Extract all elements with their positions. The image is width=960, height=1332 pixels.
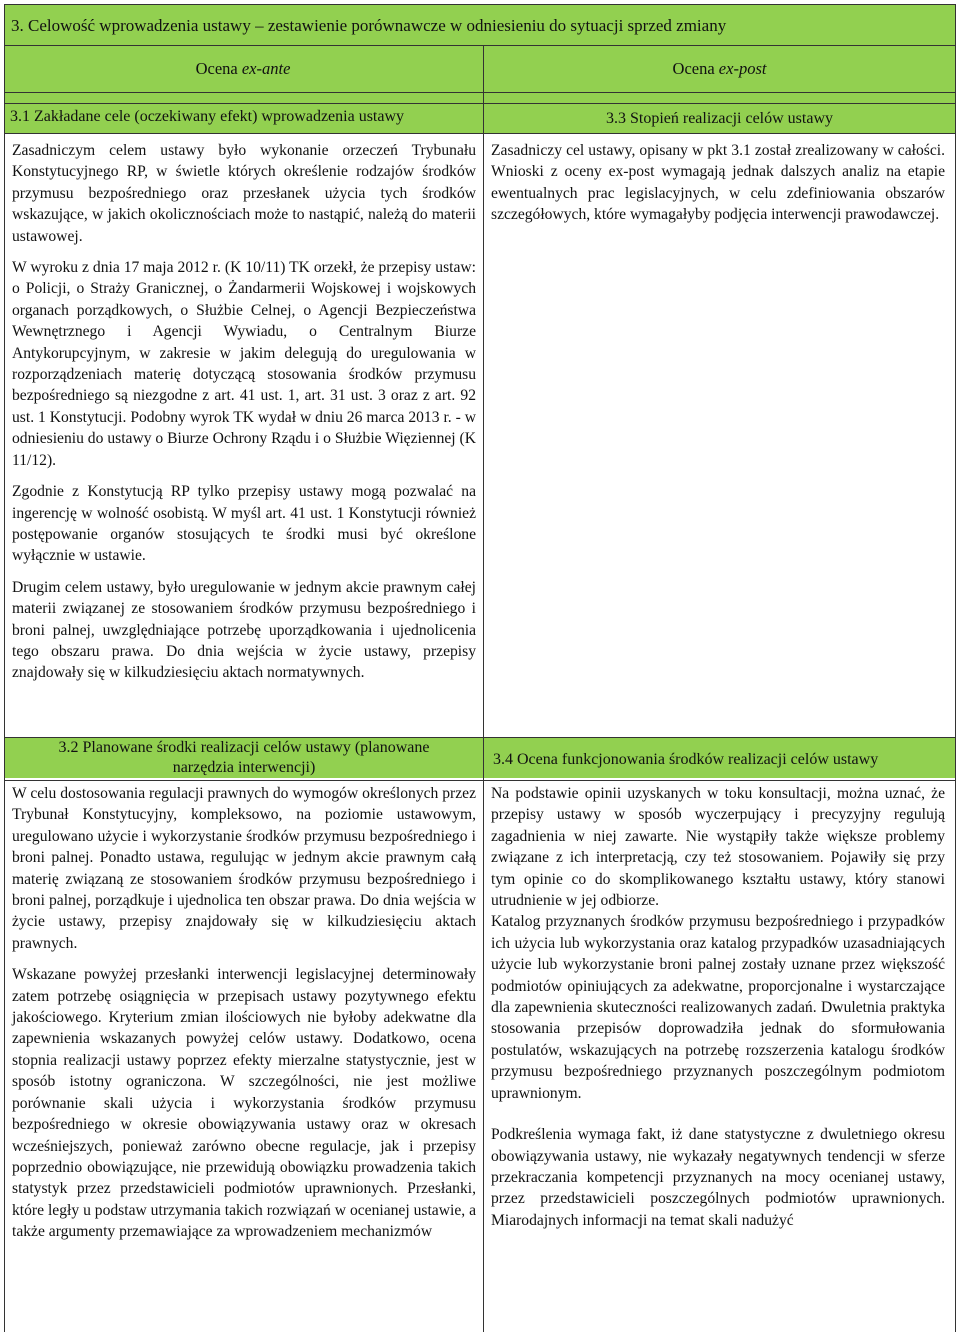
s31-paragraph: Drugim celem ustawy, było uregulowanie w jednym akcie prawnym całej materii związanej ze stosowaniem środków przymusu bezpośredniego i broni palnej, uwzględniające potrzebę uporządkowania i ujednolicenia tego obszaru prawa. Do dnia wejścia w życie ustawy, przepisy znajdowały się w kilkudziesięciu aktach normatywnych. (12, 578, 476, 682)
s31-paragraph: Zgodnie z Konstytucją RP tylko przepisy ustawy mogą pozwalać na ingerencję w wolność osobistą. W myśl art. 41 ust. 1 Konstytucji również postępowanie organów stosujących te środki musi być określone wyłącznie w ustawie. (12, 483, 476, 565)
ex-post-header (484, 58, 955, 80)
column-divider (483, 45, 484, 1332)
ex-ante-header (5, 58, 481, 80)
s32-paragraph: W celu dostosowania regulacji prawnych do wymogów określonych przez Trybunał Konstytucyjny, kompleksowo, na poziomie ustawowym, uregulowano użycie i wykorzystanie środków przymusu bezpośredniego i broni palnej. Ponadto ustawa, regulując w jednym akcie prawnym całą materię związaną ze stosowaniem środków przymusu bezpośredniego i broni palnej, porządkuje i ujednolica ten obszar prawa. Do dnia wejścia w życie ustawy, przepisy znajdowały się w kilkudziesięciu aktach prawnych. (12, 785, 476, 952)
rule-s31-bottom (4, 133, 956, 134)
ex-post-prefix: Ocena (672, 59, 719, 78)
s32-paragraph: Wskazane powyżej przesłanki interwencji legislacyjnej determinowały zatem potrzebę osiągnięcia w przepisach ustawy pozytywnego efektu jakościowego. Kryterium zmian ilościowych nie byłoby adekwatne dla zapewnienia wskazanych powyżej celów ustawy. Dodatkowo, ocena stopnia realizacji ustawy poprzez efekty mierzalne statystycznie, jest w sposób istotny ograniczona. W szczególności, nie jest możliwe porównanie skali użycia i wykorzystania środków przymusu bezpośredniego w okresie obowiązywania ustawy oraz w okresach wcześniejszych, ponieważ zarówno obecne regulacje, jak i przepisy poprzednio obowiązujące, nie przewidują obowiązku prowadzenia takich statystyk przez przedstawicieli podmiotów uprawnionych. Przesłanki, które legły u podstaw utrzymania takich rozwiązań w ocenianej ustawie, a także argumenty przemawiające za wprowadzeniem mechanizmów (12, 966, 476, 1241)
ex-ante-term: ex-ante (241, 59, 291, 78)
s32-title: 3.2 Planowane środki realizacji celów ustawy (planowane narzędzia interwencji) (58, 739, 430, 776)
s34-title: 3.4 Ocena funkcjonowania środków realizacji celów ustawy (493, 751, 879, 768)
s34-body (491, 783, 945, 1241)
s34-paragraph: Podkreślenia wymaga fakt, iż dane statystyczne z dwuletniego okresu obowiązywania ustawy, nie wykazały negatywnych tendencji w sferze przekraczania kompetencji przyznanych na mocy ocenianej ustawy, przez przedstawicieli poszczególnych podmiotów uprawnionych. Miarodajnych informacji na temat skali nadużyć (491, 1126, 945, 1229)
s31-body (12, 140, 476, 694)
ex-ante-prefix: Ocena (195, 59, 242, 78)
s31-paragraph: W wyroku z dnia 17 maja 2012 r. (K 10/11) TK orzekł, że przepisy ustaw: o Policji, o Straży Granicznej, o Żandarmerii Wojskowej i wojskowych organach porządkowych, o Służbie Celnej, o Agencji Bezpieczeństwa Wewnętrznego i Agencji Wywiadu, o Centralnym Biurze Antykorupcyjnym, w zakresie w jakim delegują do uregulowania w rozporządzeniach materię dotyczącą stosowania środków przymusu bezpośredniego są niezgodne z art. 41 ust. 1, art. 31 ust. 3 oraz z art. 92 ust. 1 Konstytucji. Podobny wyrok TK wydał w dniu 26 marca 2013 r. - w odniesieniu do ustawy o Biurze Ochrony Rządu i o Służbie Więziennej (K 11/12). (12, 259, 476, 469)
assessment-header-row (4, 45, 956, 93)
s34-paragraph: Na podstawie opinii uzyskanych w toku konsultacji, można uznać, że przepisy ustawy w sposób wyczerpujący i precyzyjny regulują zagadnienia w niej zawarte. Nie wystąpiły także większe problemy związane z ich interpretacją, czy też stosowaniem. Pojawiły się przy tym opinie co do skomplikowanego kształtu ustawy, który stanowi utrudnienie w jej odbiorze. (491, 785, 945, 910)
s31-paragraph: Zasadniczym celem ustawy było wykonanie orzeczeń Trybunału Konstytucyjnego RP, w świetle których określenie rodzajów środków przymusu bezpośredniego oraz przesłanek użycia tych środków wskazujące, w jakich okolicznościach może to nastąpić, należą do materii ustawowej. (12, 142, 476, 245)
s31-title: 3.1 Zakładane cele (oczekiwany efekt) wprowadzenia ustawy (10, 108, 405, 125)
s33-paragraph: Zasadniczy cel ustawy, opisany w pkt 3.1 został zrealizowany w całości. Wnioski z oceny ex-post wymagają jednak dalszych analiz na etapie ewentualnych prac legislacyjnych, w celu zdefiniowania obszarów szczegółowych, które wymagałyby podjęcia interwencji prawodawczej. (491, 142, 945, 224)
document-page (4, 4, 956, 1332)
s34-paragraph: Katalog przyznanych środków przymusu bezpośredniego i przypadków ich użycia lub wykorzystania oraz katalog przypadków uzasadniających użycie lub wykorzystanie broni palnej zostały uznane przez większość podmiotów opiniujących za adekwatne, proporcjonalne i wystarczające dla zapewnienia skuteczności realizowanych zadań. Dwuletnia praktyka stosowania przepisów doprowadziła jednak do sformułowania postulatów, wskazujących na potrzebę rozszerzenia katalogu środków przymusu bezpośredniego przyznanych poszczególnym podmiotom uprawnionym. (491, 913, 945, 1102)
section-title-row (4, 4, 956, 46)
ex-post-term: ex-post (718, 59, 767, 78)
left-border (4, 92, 5, 1332)
right-border (955, 92, 956, 1332)
s33-title: 3.3 Stopień realizacji celów ustawy (605, 110, 834, 127)
s32-body (12, 783, 476, 1253)
rule-s32-bottom (4, 780, 956, 781)
s33-body (491, 140, 945, 236)
section-title: 3. Celowość wprowadzenia ustawy – zestawienie porównawcze w odniesieniu do sytuacji sprzed zmiany (11, 16, 727, 35)
